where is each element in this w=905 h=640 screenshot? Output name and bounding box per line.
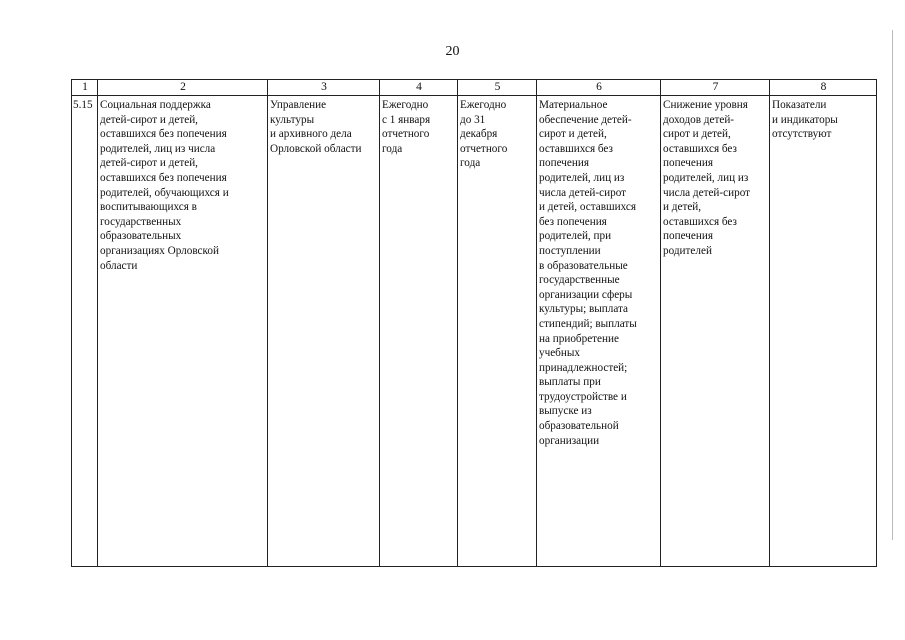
cell-end-date: Ежегодно до 31 декабря отчетного года	[458, 96, 537, 567]
cell-risk: Снижение уровня доходов детей- сирот и детей, оставшихся без попечения родителей, лиц из числа детей-сирот и детей, оставшихся без попечения родителей	[661, 96, 770, 567]
column-risk-header: 7	[661, 80, 770, 96]
column-content-header: 6	[537, 80, 661, 96]
cell-measure-name: Социальная поддержка детей-сирот и детей, оставшихся без попечения родителей, лиц из числа детей-сирот и детей, оставшихся без попечения родителей, обучающихся и воспитывающихся в государственных образовательных организациях Орловской области	[98, 96, 268, 567]
column-name-header: 2	[98, 80, 268, 96]
header-row	[72, 80, 877, 96]
scan-edge-line	[892, 30, 893, 540]
cell-item-number: 5.15	[72, 96, 98, 567]
table-row	[72, 96, 877, 567]
column-end-header: 5	[458, 80, 537, 96]
cell-executor: Управление культуры и архивного дела Орловской области	[268, 96, 380, 567]
page-number: 20	[445, 44, 460, 59]
column-indicators-header: 8	[770, 80, 877, 96]
program-measures-table	[71, 79, 877, 567]
column-executor-header: 3	[268, 80, 380, 96]
column-number-header: 1	[72, 80, 98, 96]
cell-measure-content: Материальное обеспечение детей- сирот и детей, оставшихся без попечения родителей, лиц из числа детей-сирот и детей, оставшихся без попечения родителей, при поступлении в образовательные государственные организации сферы культуры; выплата стипендий; выплаты на приобретение учебных принадлежностей; выплаты при трудоустройстве и выпуске из образовательной организации	[537, 96, 661, 567]
column-start-header: 4	[380, 80, 458, 96]
cell-start-date: Ежегодно с 1 января отчетного года	[380, 96, 458, 567]
cell-indicators: Показатели и индикаторы отсутствуют	[770, 96, 877, 567]
